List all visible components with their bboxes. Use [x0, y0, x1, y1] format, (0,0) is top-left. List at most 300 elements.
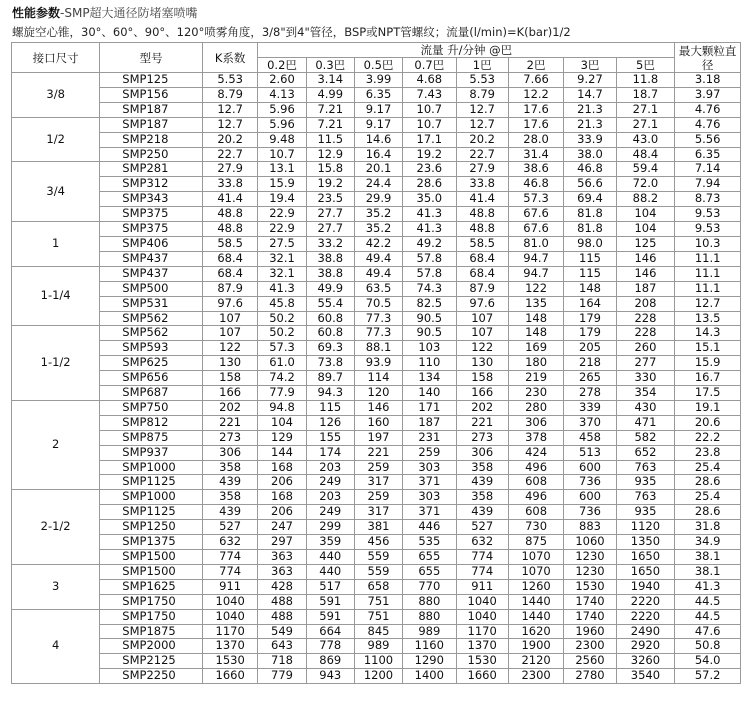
flow-cell: 5.96	[258, 102, 306, 117]
table-row	[12, 415, 741, 430]
flow-cell: 488	[258, 594, 306, 609]
flow-cell: 60.8	[306, 311, 354, 326]
flow-cell: 600	[564, 490, 616, 505]
k-factor-cell: 48.8	[202, 207, 257, 222]
flow-cell: 187	[403, 415, 456, 430]
flow-cell: 5.96	[258, 117, 306, 132]
flow-cell: 354	[616, 386, 675, 401]
k-factor-cell: 527	[202, 520, 257, 535]
flow-cell: 664	[306, 624, 354, 639]
max-particle-cell: 23.8	[675, 445, 741, 460]
table-row	[12, 445, 741, 460]
max-particle-cell: 9.53	[675, 222, 741, 237]
flow-cell: 763	[616, 460, 675, 475]
table-row	[12, 341, 741, 356]
flow-cell: 632	[456, 535, 508, 550]
max-particle-cell: 34.9	[675, 535, 741, 550]
flow-cell: 1070	[508, 564, 563, 579]
flow-cell: 370	[564, 415, 616, 430]
k-factor-cell: 358	[202, 460, 257, 475]
flow-cell: 203	[306, 490, 354, 505]
max-particle-cell: 16.7	[675, 371, 741, 386]
flow-cell: 378	[508, 430, 563, 445]
flow-cell: 935	[616, 505, 675, 520]
table-row	[12, 609, 741, 624]
size-cell: 3/4	[12, 162, 100, 222]
flow-cell: 77.3	[354, 326, 402, 341]
flow-cell: 49.9	[306, 281, 354, 296]
table-row	[12, 564, 741, 579]
flow-cell: 1660	[456, 669, 508, 684]
flow-cell: 8.79	[456, 87, 508, 102]
flow-cell: 22.9	[258, 222, 306, 237]
k-factor-cell: 5.53	[202, 73, 257, 88]
flow-cell: 219	[508, 371, 563, 386]
flow-cell: 643	[258, 639, 306, 654]
flow-cell: 174	[306, 445, 354, 460]
description: 螺旋空心锥，30°、60°、90°、120°喷雾角度，3/8"到4"管径，BSP或NPT管螺纹；流量(l/min)=K(bar)1/2	[12, 25, 571, 39]
flow-cell: 146	[616, 251, 675, 266]
flow-cell: 439	[456, 475, 508, 490]
flow-cell: 46.8	[508, 177, 563, 192]
flow-cell: 559	[354, 564, 402, 579]
max-particle-cell: 57.2	[675, 669, 741, 684]
flow-cell: 3.14	[306, 73, 354, 88]
flow-cell: 1230	[564, 550, 616, 565]
table-row	[12, 251, 741, 266]
flow-cell: 140	[403, 386, 456, 401]
flow-cell: 440	[306, 564, 354, 579]
flow-cell: 81.8	[564, 207, 616, 222]
flow-cell: 48.4	[616, 147, 675, 162]
flow-cell: 28.0	[508, 132, 563, 147]
flow-cell: 330	[616, 371, 675, 386]
flow-cell: 74.2	[258, 371, 306, 386]
flow-cell: 90.5	[403, 326, 456, 341]
flow-cell: 875	[508, 535, 563, 550]
flow-cell: 7.66	[508, 73, 563, 88]
flow-cell: 22.9	[258, 207, 306, 222]
flow-cell: 21.3	[564, 102, 616, 117]
flow-cell: 104	[258, 415, 306, 430]
flow-cell: 371	[403, 505, 456, 520]
header-model: 型号	[100, 43, 203, 73]
k-factor-cell: 87.9	[202, 281, 257, 296]
k-factor-cell: 358	[202, 490, 257, 505]
pressure-header: 5巴	[616, 58, 675, 73]
flow-cell: 206	[258, 475, 306, 490]
flow-cell: 67.6	[508, 222, 563, 237]
flow-cell: 317	[354, 475, 402, 490]
table-row	[12, 207, 741, 222]
k-factor-cell: 22.7	[202, 147, 257, 162]
flow-cell: 57.3	[258, 341, 306, 356]
k-factor-cell: 221	[202, 415, 257, 430]
flow-cell: 27.5	[258, 236, 306, 251]
flow-cell: 115	[564, 251, 616, 266]
flow-cell: 15.9	[258, 177, 306, 192]
flow-cell: 29.9	[354, 192, 402, 207]
flow-cell: 774	[456, 550, 508, 565]
flow-cell: 1620	[508, 624, 563, 639]
flow-cell: 2300	[564, 639, 616, 654]
model-cell: SMP1500	[100, 550, 203, 565]
flow-cell: 1350	[616, 535, 675, 550]
flow-cell: 221	[354, 445, 402, 460]
flow-cell: 943	[306, 669, 354, 684]
table-row	[12, 594, 741, 609]
flow-cell: 259	[354, 460, 402, 475]
flow-cell: 12.9	[306, 147, 354, 162]
size-cell: 2-1/2	[12, 490, 100, 565]
k-factor-cell: 68.4	[202, 251, 257, 266]
max-particle-cell: 3.18	[675, 73, 741, 88]
table-row	[12, 520, 741, 535]
flow-cell: 41.3	[258, 281, 306, 296]
max-particle-cell: 25.4	[675, 460, 741, 475]
flow-cell: 208	[616, 296, 675, 311]
max-particle-cell: 28.6	[675, 475, 741, 490]
flow-cell: 763	[616, 490, 675, 505]
flow-cell: 160	[354, 415, 402, 430]
flow-cell: 179	[564, 311, 616, 326]
max-particle-cell: 9.53	[675, 207, 741, 222]
k-factor-cell: 439	[202, 475, 257, 490]
flow-cell: 168	[258, 460, 306, 475]
flow-cell: 10.7	[403, 102, 456, 117]
flow-cell: 259	[403, 445, 456, 460]
pressure-header: 0.3巴	[306, 58, 354, 73]
flow-cell: 155	[306, 430, 354, 445]
flow-cell: 19.2	[306, 177, 354, 192]
flow-cell: 107	[456, 311, 508, 326]
flow-cell: 10.7	[403, 117, 456, 132]
flow-cell: 358	[456, 460, 508, 475]
flow-cell: 13.1	[258, 162, 306, 177]
k-factor-cell: 1530	[202, 654, 257, 669]
size-cell: 2	[12, 400, 100, 489]
flow-cell: 22.7	[456, 147, 508, 162]
flow-cell: 527	[456, 520, 508, 535]
flow-cell: 135	[508, 296, 563, 311]
model-cell: SMP750	[100, 400, 203, 415]
flow-cell: 77.9	[258, 386, 306, 401]
size-cell: 3/8	[12, 73, 100, 118]
flow-cell: 38.6	[508, 162, 563, 177]
table-row	[12, 460, 741, 475]
flow-cell: 655	[403, 550, 456, 565]
flow-cell: 259	[354, 490, 402, 505]
flow-cell: 1900	[508, 639, 563, 654]
model-cell: SMP937	[100, 445, 203, 460]
flow-cell: 56.6	[564, 177, 616, 192]
flow-cell: 658	[354, 579, 402, 594]
flow-cell: 69.3	[306, 341, 354, 356]
flow-cell: 2.60	[258, 73, 306, 88]
flow-cell: 2780	[564, 669, 616, 684]
flow-cell: 24.4	[354, 177, 402, 192]
flow-cell: 107	[456, 326, 508, 341]
flow-cell: 371	[403, 475, 456, 490]
flow-cell: 424	[508, 445, 563, 460]
model-cell: SMP437	[100, 251, 203, 266]
flow-cell: 655	[403, 564, 456, 579]
flow-cell: 513	[564, 445, 616, 460]
k-factor-cell: 8.79	[202, 87, 257, 102]
flow-cell: 730	[508, 520, 563, 535]
k-factor-cell: 27.9	[202, 162, 257, 177]
flow-cell: 32.1	[258, 251, 306, 266]
flow-cell: 559	[354, 550, 402, 565]
model-cell: SMP1375	[100, 535, 203, 550]
spec-table	[11, 42, 741, 684]
flow-cell: 197	[354, 430, 402, 445]
flow-cell: 4.68	[403, 73, 456, 88]
table-row	[12, 326, 741, 341]
flow-cell: 21.3	[564, 117, 616, 132]
flow-cell: 17.1	[403, 132, 456, 147]
flow-cell: 148	[508, 326, 563, 341]
flow-cell: 69.4	[564, 192, 616, 207]
flow-cell: 869	[306, 654, 354, 669]
table-row	[12, 296, 741, 311]
max-particle-cell: 7.94	[675, 177, 741, 192]
model-cell: SMP562	[100, 311, 203, 326]
flow-cell: 110	[403, 356, 456, 371]
flow-cell: 55.4	[306, 296, 354, 311]
flow-cell: 297	[258, 535, 306, 550]
max-particle-cell: 11.1	[675, 281, 741, 296]
flow-cell: 718	[258, 654, 306, 669]
flow-cell: 11.5	[306, 132, 354, 147]
size-cell: 1-1/2	[12, 326, 100, 401]
flow-cell: 247	[258, 520, 306, 535]
flow-cell: 3.99	[354, 73, 402, 88]
flow-cell: 146	[354, 400, 402, 415]
flow-cell: 166	[456, 386, 508, 401]
flow-cell: 50.2	[258, 311, 306, 326]
k-factor-cell: 48.8	[202, 222, 257, 237]
table-row	[12, 162, 741, 177]
max-particle-cell: 6.35	[675, 147, 741, 162]
flow-cell: 249	[306, 475, 354, 490]
flow-cell: 103	[403, 341, 456, 356]
table-row	[12, 669, 741, 684]
flow-cell: 458	[564, 430, 616, 445]
flow-cell: 339	[564, 400, 616, 415]
flow-cell: 582	[616, 430, 675, 445]
flow-cell: 1160	[403, 639, 456, 654]
flow-cell: 35.2	[354, 207, 402, 222]
flow-cell: 228	[616, 311, 675, 326]
model-cell: SMP406	[100, 236, 203, 251]
table-row	[12, 400, 741, 415]
flow-cell: 146	[616, 266, 675, 281]
model-cell: SMP125	[100, 73, 203, 88]
flow-cell: 440	[306, 550, 354, 565]
page-title	[12, 4, 198, 22]
flow-cell: 989	[403, 624, 456, 639]
header-size: 接口尺寸	[12, 43, 100, 73]
table-row	[12, 624, 741, 639]
header-flow: 流量 升/分钟 @巴	[258, 43, 675, 58]
model-cell: SMP1000	[100, 490, 203, 505]
model-cell: SMP2000	[100, 639, 203, 654]
flow-cell: 67.6	[508, 207, 563, 222]
model-cell: SMP218	[100, 132, 203, 147]
model-cell: SMP625	[100, 356, 203, 371]
flow-cell: 87.9	[456, 281, 508, 296]
flow-cell: 48.8	[456, 207, 508, 222]
k-factor-cell: 166	[202, 386, 257, 401]
model-cell: SMP343	[100, 192, 203, 207]
flow-cell: 206	[258, 505, 306, 520]
flow-cell: 180	[508, 356, 563, 371]
max-particle-cell: 3.97	[675, 87, 741, 102]
flow-cell: 33.9	[564, 132, 616, 147]
max-particle-cell: 41.3	[675, 579, 741, 594]
flow-cell: 94.7	[508, 266, 563, 281]
flow-cell: 90.5	[403, 311, 456, 326]
flow-cell: 14.6	[354, 132, 402, 147]
model-cell: SMP156	[100, 87, 203, 102]
flow-cell: 9.48	[258, 132, 306, 147]
flow-cell: 98.0	[564, 236, 616, 251]
flow-cell: 18.7	[616, 87, 675, 102]
flow-cell: 82.5	[403, 296, 456, 311]
flow-cell: 88.1	[354, 341, 402, 356]
flow-cell: 41.3	[403, 222, 456, 237]
flow-cell: 68.4	[456, 266, 508, 281]
flow-cell: 11.8	[616, 73, 675, 88]
flow-cell: 770	[403, 579, 456, 594]
flow-cell: 989	[354, 639, 402, 654]
table-row	[12, 177, 741, 192]
flow-cell: 4.99	[306, 87, 354, 102]
model-cell: SMP2250	[100, 669, 203, 684]
flow-cell: 9.17	[354, 117, 402, 132]
table-row	[12, 490, 741, 505]
flow-cell: 517	[306, 579, 354, 594]
flow-cell: 169	[508, 341, 563, 356]
flow-cell: 3260	[616, 654, 675, 669]
k-factor-cell: 20.2	[202, 132, 257, 147]
size-cell: 4	[12, 609, 100, 684]
flow-cell: 130	[456, 356, 508, 371]
flow-cell: 12.7	[456, 117, 508, 132]
flow-cell: 1530	[456, 654, 508, 669]
flow-cell: 148	[508, 311, 563, 326]
flow-cell: 1400	[403, 669, 456, 684]
k-factor-cell: 41.4	[202, 192, 257, 207]
flow-cell: 306	[456, 445, 508, 460]
table-row	[12, 117, 741, 132]
flow-cell: 42.2	[354, 236, 402, 251]
flow-cell: 94.8	[258, 400, 306, 415]
flow-cell: 549	[258, 624, 306, 639]
flow-cell: 81.8	[564, 222, 616, 237]
flow-cell: 751	[354, 594, 402, 609]
flow-cell: 265	[564, 371, 616, 386]
flow-cell: 48.8	[456, 222, 508, 237]
flow-cell: 57.3	[508, 192, 563, 207]
flow-cell: 273	[456, 430, 508, 445]
flow-cell: 278	[564, 386, 616, 401]
k-factor-cell: 202	[202, 400, 257, 415]
k-factor-cell: 1660	[202, 669, 257, 684]
flow-cell: 10.7	[258, 147, 306, 162]
flow-cell: 41.3	[403, 207, 456, 222]
max-particle-cell: 4.76	[675, 117, 741, 132]
flow-cell: 7.43	[403, 87, 456, 102]
flow-cell: 1650	[616, 550, 675, 565]
k-factor-cell: 33.8	[202, 177, 257, 192]
max-particle-cell: 28.6	[675, 505, 741, 520]
flow-cell: 381	[354, 520, 402, 535]
flow-cell: 43.0	[616, 132, 675, 147]
k-factor-cell: 122	[202, 341, 257, 356]
model-cell: SMP1750	[100, 594, 203, 609]
model-cell: SMP1750	[100, 609, 203, 624]
table-row	[12, 430, 741, 445]
flow-cell: 70.5	[354, 296, 402, 311]
flow-cell: 779	[258, 669, 306, 684]
flow-cell: 32.1	[258, 266, 306, 281]
k-factor-cell: 774	[202, 550, 257, 565]
flow-cell: 303	[403, 490, 456, 505]
flow-cell: 2490	[616, 624, 675, 639]
flow-cell: 1960	[564, 624, 616, 639]
k-factor-cell: 306	[202, 445, 257, 460]
flow-cell: 1440	[508, 609, 563, 624]
flow-cell: 1070	[508, 550, 563, 565]
flow-cell: 27.1	[616, 117, 675, 132]
size-cell: 3	[12, 564, 100, 609]
flow-cell: 125	[616, 236, 675, 251]
table-body	[12, 73, 741, 684]
model-cell: SMP1875	[100, 624, 203, 639]
flow-cell: 306	[508, 415, 563, 430]
flow-cell: 1040	[456, 594, 508, 609]
flow-cell: 439	[456, 505, 508, 520]
model-cell: SMP375	[100, 207, 203, 222]
flow-cell: 774	[456, 564, 508, 579]
model-cell: SMP437	[100, 266, 203, 281]
flow-cell: 600	[564, 460, 616, 475]
flow-cell: 38.0	[564, 147, 616, 162]
flow-cell: 935	[616, 475, 675, 490]
flow-cell: 104	[616, 222, 675, 237]
size-cell: 1/2	[12, 117, 100, 162]
flow-cell: 608	[508, 505, 563, 520]
flow-cell: 736	[564, 505, 616, 520]
flow-cell: 299	[306, 520, 354, 535]
table-row	[12, 236, 741, 251]
flow-cell: 15.8	[306, 162, 354, 177]
flow-cell: 9.17	[354, 102, 402, 117]
flow-cell: 4.13	[258, 87, 306, 102]
flow-cell: 148	[564, 281, 616, 296]
flow-cell: 49.4	[354, 266, 402, 281]
flow-cell: 591	[306, 594, 354, 609]
flow-cell: 221	[456, 415, 508, 430]
flow-cell: 27.7	[306, 222, 354, 237]
flow-cell: 358	[456, 490, 508, 505]
max-particle-cell: 7.14	[675, 162, 741, 177]
table-row	[12, 147, 741, 162]
flow-cell: 122	[508, 281, 563, 296]
flow-cell: 1170	[456, 624, 508, 639]
